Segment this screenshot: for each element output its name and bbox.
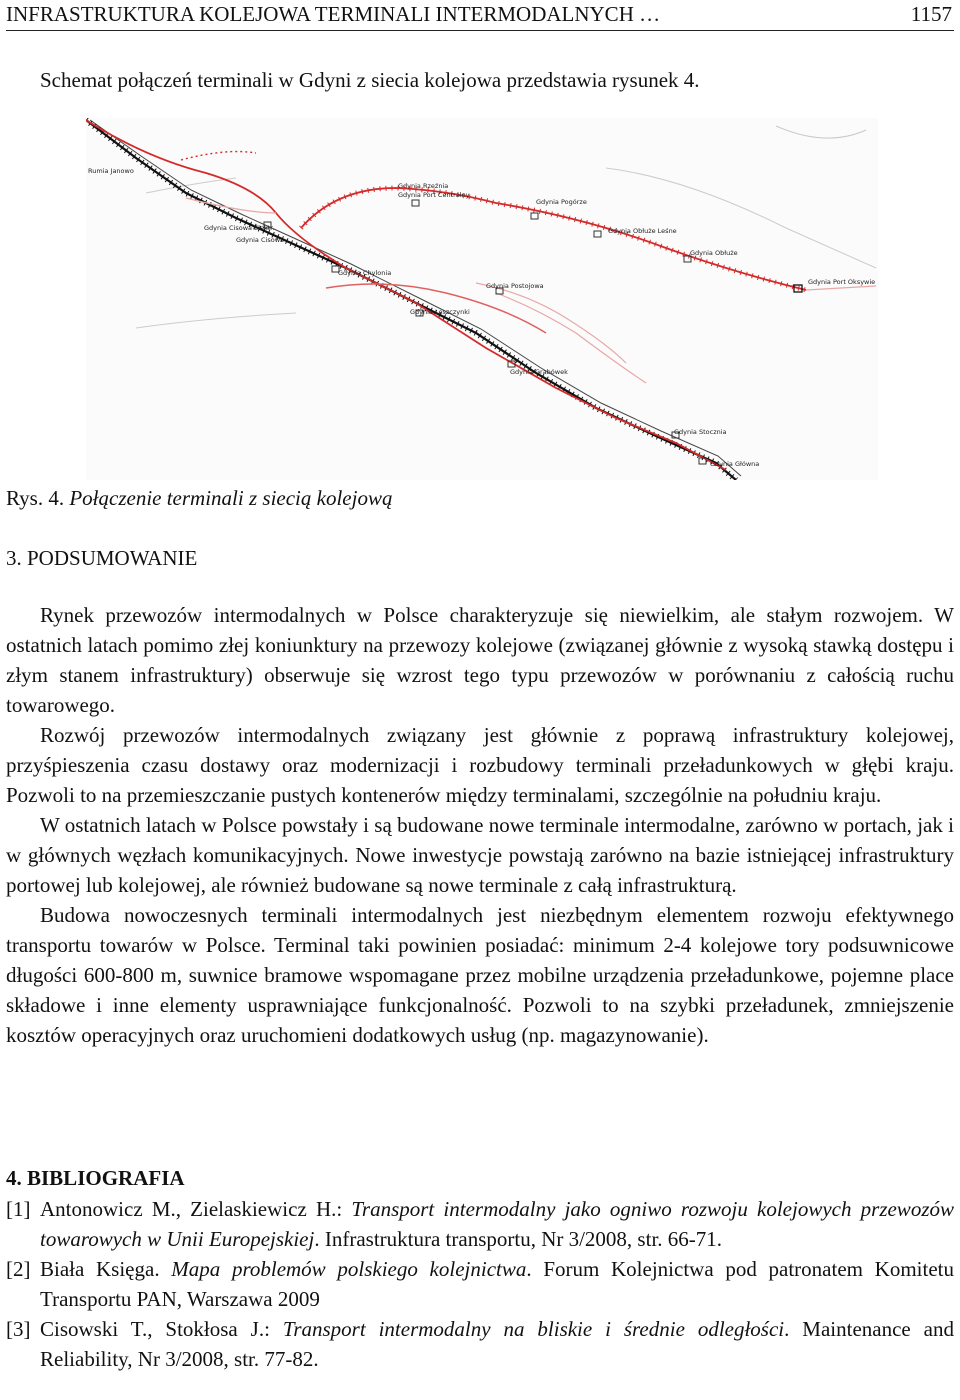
reference-title: Transport intermodalny jako ogniwo rozwoju kolejowych przewozów towarowych w Unii Europejskiej xyxy=(40,1197,954,1251)
station-marker xyxy=(531,213,538,219)
running-head-title: INFRASTRUKTURA KOLEJOWA TERMINALI INTERMODALNYCH … xyxy=(6,2,661,26)
bibliography-list xyxy=(6,1194,954,1374)
station-marker xyxy=(594,231,601,237)
station-label: Gdynia Stocznia xyxy=(674,428,727,436)
reference-details: . Forum Kolejnictwa pod patronatem Komitetu Transportu PAN, Warszawa 2009 xyxy=(40,1257,955,1311)
bibliography-entry xyxy=(6,1254,954,1314)
reference-title: Transport intermodalny na bliskie i średnie odległości xyxy=(282,1317,785,1341)
paragraph: Rynek przewozów intermodalnych w Polsce charakteryzuje się niewielkim, ale stałym rozwojem. W ostatnich latach pomimo złej koniunktury na przewozy kolejowe (związanej głównie z wysoką stawką dostępu i złym stanem infrastruktury) obserwuje się wzrost tego typu przewozów w porównaniu z całością ruchu towarowego. xyxy=(6,603,954,717)
station-label: Gdynia Leszczynki xyxy=(410,308,470,316)
station-label: Gdynia Grabówek xyxy=(510,368,568,376)
station-label: Gdynia Rzeźnia xyxy=(398,182,449,190)
station-label: Rumia Janowo xyxy=(88,167,134,175)
background-track xyxy=(776,126,866,138)
paragraph: Rozwój przewozów intermodalnych związany jest głównie z poprawą infrastruktury kolejowej, przyśpieszenia czasu dostawy oraz modernizacji i rozbudowy terminali przeładunkowych w głębi kraju. Pozwoli to na przemieszczanie pustych kontenerów między terminalami, szczególnie na południu kraju. xyxy=(6,723,954,807)
reference-details: . Maintenance and Reliability, Nr 3/2008, str. 77-82. xyxy=(40,1317,954,1371)
bibliography-entry xyxy=(6,1314,954,1374)
reference-authors: Biała Księga. xyxy=(40,1257,172,1281)
station-label: Gdynia Obłuże xyxy=(690,249,738,257)
reference-number: [2] xyxy=(6,1257,31,1281)
figure-caption xyxy=(6,484,392,512)
paragraph: W ostatnich latach w Polsce powstały i są budowane nowe terminale intermodalne, zarówno w portach, jak i w głównych węzłach komunikacyjnych. Nowe inwestycje powstają zarówno na bazie istniejącej infrastruktury portowej lub kolejowej, ale również budowane są nowe terminale z całą infrastrukturą. xyxy=(6,813,954,897)
station-label: Gdynia Cisowa xyxy=(236,236,284,244)
freight-track-oksywie xyxy=(806,286,876,290)
parallel-railway-line xyxy=(90,120,741,476)
rail-network-figure xyxy=(86,118,878,480)
bibliography-entry xyxy=(6,1194,954,1254)
background-track xyxy=(146,178,236,193)
reference-number: [1] xyxy=(6,1197,31,1221)
reference-title: Mapa problemów polskiego kolejnictwa xyxy=(171,1257,527,1281)
section-3-title: 3. PODSUMOWANIE xyxy=(6,546,198,570)
freight-track-siding xyxy=(476,283,626,363)
section-4-title: 4. BIBLIOGRAFIA xyxy=(6,1166,185,1190)
reference-authors: Antonowicz M., Zielaskiewicz H.: xyxy=(40,1197,352,1221)
station-label: Gdynia Chylonia xyxy=(338,269,392,277)
reference-authors: Cisowski T., Stokłosa J.: xyxy=(40,1317,283,1341)
running-header xyxy=(6,0,954,31)
caption-prefix: Rys. 4. xyxy=(6,486,65,510)
intro-sentence: Schemat połączeń terminali w Gdyni z siecia kolejowa przedstawia rysunek 4. xyxy=(40,68,700,92)
caption-text: Połączenie terminali z siecią kolejową xyxy=(69,486,393,510)
station-label: Gdynia Główna xyxy=(710,460,760,468)
reference-number: [3] xyxy=(6,1317,31,1341)
station-label: Gdynia Port Centralny xyxy=(398,191,470,199)
station-label: Gdynia Cisowa Elektr. xyxy=(204,224,275,232)
summary-body xyxy=(6,600,954,1050)
background-track xyxy=(136,313,296,328)
page-number: 1157 xyxy=(910,2,952,26)
paragraph: Budowa nowoczesnych terminali intermodalnych jest niezbędnym elementem rozwoju efektywnego transportu towarów w Polsce. Terminal taki powinien posiadać: minimum 2-4 kolejowe tory podsuwnicowe długości 600-800 m, suwnice bramowe wspomagane przez mobilne urządzenia przeładunkowe, pojemne place składowe i inne elementy usprawniające funkcjonalność. Pozwoli to na szybki przeładunek, zmniejszenie kosztów operacyjnych oraz uruchomieni dodatkowych usług (np. magazynowanie). xyxy=(6,903,954,1047)
rail-network-diagram xyxy=(86,118,878,480)
freight-track-north xyxy=(181,152,256,160)
freight-track-lower xyxy=(86,120,726,470)
station-label: Gdynia Port Oksywie xyxy=(808,278,876,286)
background-track xyxy=(606,168,876,268)
station-label: Gdynia Postojowa xyxy=(486,282,544,290)
station-label: Gdynia Pogórze xyxy=(536,198,587,206)
station-marker xyxy=(412,200,419,206)
station-label: Gdynia Obłuże Leśne xyxy=(608,227,677,235)
reference-details: . Infrastruktura transportu, Nr 3/2008, str. 66-71. xyxy=(314,1227,723,1251)
